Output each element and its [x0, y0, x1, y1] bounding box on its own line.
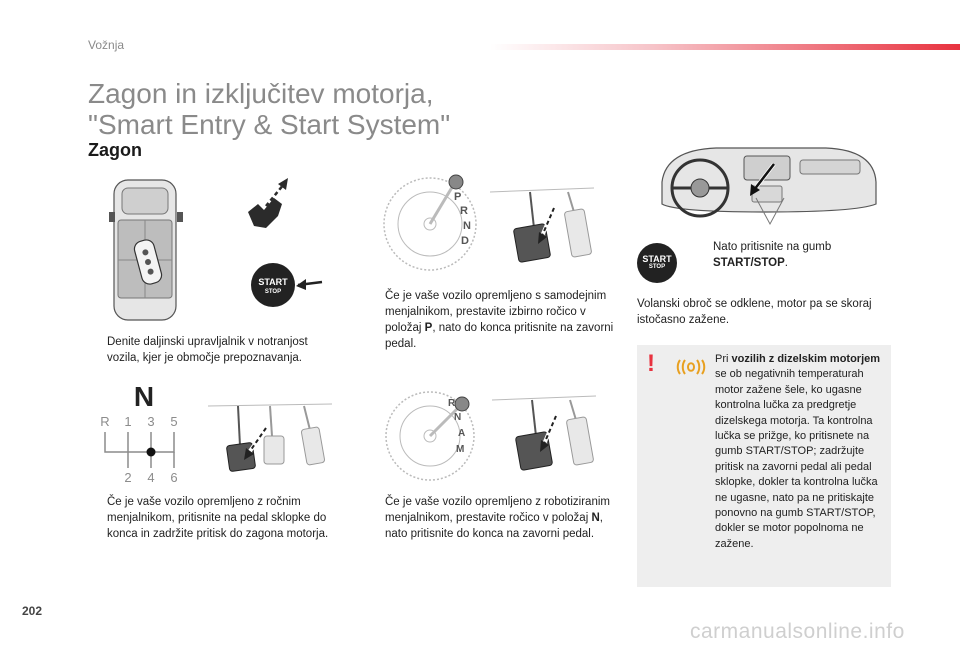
gear-label-2: 2 — [124, 470, 132, 485]
paragraph-manual-text: Če je vaše vozilo opremljeno z ročnim menjalnikom, pritisnite na pedal sklopke do konca in zadržite pritisk do zagona motorja. — [107, 496, 329, 540]
gear-label-p: P — [454, 191, 462, 203]
start-label: START — [258, 277, 288, 287]
dashboard-illustration — [656, 142, 882, 230]
text-press-post: . — [784, 257, 788, 269]
paragraph-manual — [88, 494, 340, 542]
page-number: 202 — [22, 604, 43, 618]
diesel-note-text — [715, 352, 887, 552]
gear-label-4: 4 — [147, 470, 155, 485]
manual-gearbox-diagram — [96, 380, 188, 486]
gear-label-m: M — [456, 444, 465, 455]
clutch-pedal-illustration — [208, 398, 334, 476]
start-button-label: START — [642, 254, 672, 264]
page-title-line-2: "Smart Entry & Start System" — [88, 109, 451, 140]
note-text-bold: vozilih z dizelskim motorjem — [731, 353, 881, 365]
header-accent-bar — [490, 44, 960, 50]
paragraph-key — [88, 334, 338, 366]
gear-label-5: 5 — [170, 414, 178, 429]
hand-press-icon — [244, 176, 298, 232]
text-auto-key: P — [424, 322, 433, 334]
gear-label-d: D — [461, 235, 469, 247]
warning-icon: ! — [647, 350, 655, 377]
paragraph-key-text: Denite daljinski upravljalnik v notranjost vozila, kjer je območje prepoznavanja. — [107, 336, 308, 364]
note-text-pre: Pri — [715, 353, 732, 365]
paragraph-robotized-text — [366, 494, 622, 542]
brake-pedal-illustration-robotized — [492, 392, 598, 474]
watermark: carmanualsonline.info — [690, 620, 905, 643]
gear-label-a: A — [458, 428, 466, 439]
robotized-selector-diagram — [380, 384, 484, 484]
car-top-view-illustration — [108, 172, 184, 324]
gear-label-n-robot: N — [454, 412, 462, 423]
section-subtitle: Zagon — [88, 140, 142, 160]
gear-label-r-auto: R — [460, 205, 468, 217]
gear-label-3: 3 — [147, 414, 155, 429]
section-label: Vožnja — [88, 38, 125, 52]
gear-label-6: 6 — [170, 470, 178, 485]
text-press-key: START/STOP — [713, 257, 785, 269]
automatic-selector-diagram — [380, 172, 484, 274]
paragraph-result: Volanski obroč se odklene, motor pa se skoraj istočasno zažene. — [637, 298, 872, 326]
page-title — [88, 78, 450, 140]
gear-label-r: R — [100, 414, 110, 429]
start-stop-button — [637, 243, 677, 283]
glow-plug-icon — [676, 358, 706, 376]
paragraph-automatic-text — [366, 288, 622, 352]
gear-label-n-auto: N — [463, 220, 471, 232]
paragraph-automatic — [366, 288, 622, 352]
stop-label: STOP — [264, 289, 282, 295]
gear-label-r-robot: R — [448, 398, 456, 409]
start-stop-button-icon — [250, 262, 326, 308]
paragraph-press-start — [694, 239, 844, 271]
gear-label-1: 1 — [124, 414, 132, 429]
gear-neutral-label: N — [133, 381, 155, 412]
note-text-post: se ob negativnih temperaturah motor zažene šele, ko ugasne kontrolna lučka za predgretje dizelskega motorja. Ta kontrolna lučka se prižge, ko pritisnete na gumb START/STOP; zadržujte pritisk na zavorni pedal ali pedal sklopke, dokler ta kontrolna lučka ne ugasne, nato pa ne pritiskajte ponovno na gumb START/STOP, dokler se motor popolnoma ne zažene. — [715, 368, 878, 550]
text-auto-post: , nato do konca pritisnite na zavorni pedal. — [385, 322, 614, 350]
paragraph-press-start-text — [694, 239, 844, 271]
text-auto-pre: Če je vaše vozilo opremljeno s samodejnim menjalnikom, prestavite izbirno ročico v položaj — [385, 290, 607, 334]
stop-button-label: STOP — [648, 264, 666, 270]
text-robot-post: , nato pritisnite do konca na zavorni pedal. — [385, 512, 603, 540]
text-press-pre: Nato pritisnite na gumb — [713, 241, 832, 253]
paragraph-robotized — [366, 494, 622, 542]
brake-pedal-illustration-auto — [490, 184, 596, 266]
text-robot-pre: Če je vaše vozilo opremljeno z robotiziranim menjalnikom, prestavite ročico v položaj — [385, 496, 610, 524]
text-robot-key: N — [591, 512, 600, 524]
page-title-line-1: Zagon in izključitev motorja, — [88, 78, 434, 109]
